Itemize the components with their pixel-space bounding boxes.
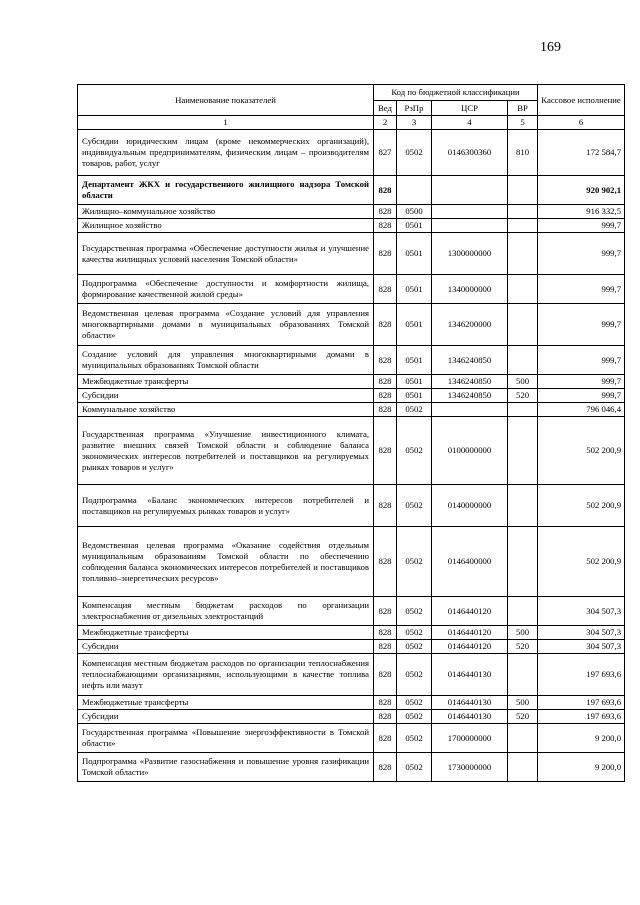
- table-cell-name: Межбюджетные трансферты: [78, 626, 374, 640]
- table-cell-amount: 502 200,9: [538, 527, 625, 597]
- table-cell-rzpr: 0502: [397, 597, 432, 626]
- table-row: [78, 654, 625, 696]
- table-cell-amount: 9 200,0: [538, 724, 625, 753]
- table-cell-amount: 9 200,0: [538, 753, 625, 782]
- table-cell-vr: 520: [508, 640, 538, 654]
- table-cell-rzpr: 0502: [397, 724, 432, 753]
- table-row: [78, 205, 625, 219]
- table-cell-rzpr: 0502: [397, 654, 432, 696]
- table-row: [78, 389, 625, 403]
- table-cell-rzpr: 0501: [397, 233, 432, 275]
- table-cell-amount: 197 693,6: [538, 654, 625, 696]
- col-number: 5: [508, 116, 538, 130]
- table-cell-vr: [508, 654, 538, 696]
- table-cell-rzpr: 0502: [397, 626, 432, 640]
- table-cell-rzpr: 0502: [397, 753, 432, 782]
- table-cell-vr: [508, 753, 538, 782]
- table-cell-ved: 828: [374, 696, 397, 710]
- table-cell-name: Коммунальное хозяйство: [78, 403, 374, 417]
- table-cell-amount: 502 200,9: [538, 485, 625, 527]
- table-cell-name: Подпрограмма «Обеспечение доступности и комфортности жилища, формирование качественной жилой среды»: [78, 275, 374, 304]
- table-cell-ved: 828: [374, 375, 397, 389]
- table-cell-csr: 1700000000: [432, 724, 508, 753]
- table-cell-csr: 0146440120: [432, 640, 508, 654]
- table-cell-ved: 828: [374, 275, 397, 304]
- header-ved: Вед: [374, 101, 397, 116]
- table-row: [78, 233, 625, 275]
- table-cell-csr: 0146440120: [432, 626, 508, 640]
- header-name: Наименование показателей: [78, 85, 374, 116]
- table-row: [78, 597, 625, 626]
- table-row: [78, 696, 625, 710]
- table-cell-name: Подпрограмма «Баланс экономических интересов потребителей и поставщиков на регулируемых рынках товаров и услуг»: [78, 485, 374, 527]
- table-cell-amount: 916 332,5: [538, 205, 625, 219]
- table-cell-amount: 197 693,6: [538, 710, 625, 724]
- table-cell-vr: [508, 205, 538, 219]
- table-row: [78, 403, 625, 417]
- table-cell-ved: 828: [374, 219, 397, 233]
- table-cell-amount: 502 200,9: [538, 417, 625, 485]
- table-cell-vr: 500: [508, 696, 538, 710]
- table-row: [78, 176, 625, 205]
- table-cell-csr: [432, 205, 508, 219]
- table-cell-rzpr: 0501: [397, 219, 432, 233]
- table-cell-amount: 304 507,3: [538, 597, 625, 626]
- table-row: [78, 640, 625, 654]
- header-rzpr: РзПр: [397, 101, 432, 116]
- table-cell-amount: 999,7: [538, 275, 625, 304]
- table-row: [78, 724, 625, 753]
- table-cell-rzpr: 0501: [397, 346, 432, 375]
- table-cell-rzpr: 0502: [397, 696, 432, 710]
- table-row: [78, 417, 625, 485]
- table-cell-name: Компенсация местным бюджетам расходов по организации электроснабжения от дизельных электростанций: [78, 597, 374, 626]
- table-cell-amount: 999,7: [538, 304, 625, 346]
- table-cell-rzpr: 0502: [397, 403, 432, 417]
- table-row: [78, 753, 625, 782]
- table-cell-csr: 0146400000: [432, 527, 508, 597]
- table-cell-vr: [508, 176, 538, 205]
- table-cell-amount: 796 046,4: [538, 403, 625, 417]
- table-cell-amount: 304 507,3: [538, 626, 625, 640]
- table-cell-name: Подпрограмма «Развитие газоснабжения и повышение уровня газификации Томской области»: [78, 753, 374, 782]
- header-cash: Кассовое исполнение: [538, 85, 625, 116]
- table-cell-amount: 197 693,6: [538, 696, 625, 710]
- table-row: [78, 375, 625, 389]
- table-cell-ved: 828: [374, 205, 397, 219]
- table-cell-name: Межбюджетные трансферты: [78, 375, 374, 389]
- table-cell-ved: 828: [374, 753, 397, 782]
- table-cell-vr: 500: [508, 626, 538, 640]
- table-cell-rzpr: 0502: [397, 417, 432, 485]
- table-cell-ved: 828: [374, 403, 397, 417]
- table-cell-ved: 828: [374, 346, 397, 375]
- table-cell-rzpr: 0501: [397, 275, 432, 304]
- table-cell-ved: 828: [374, 724, 397, 753]
- table-cell-vr: [508, 346, 538, 375]
- col-number: 6: [538, 116, 625, 130]
- table-cell-amount: 304 507,3: [538, 640, 625, 654]
- table-cell-name: Компенсация местным бюджетам расходов по организации теплоснабжения теплоснабжающими организациями, использующими в качестве топлива нефть или мазут: [78, 654, 374, 696]
- table-cell-name: Субсидии: [78, 389, 374, 403]
- table-cell-csr: [432, 219, 508, 233]
- table-cell-vr: 500: [508, 375, 538, 389]
- table-cell-csr: 0146300360: [432, 130, 508, 176]
- table-cell-csr: [432, 403, 508, 417]
- table-cell-csr: 1346240850: [432, 346, 508, 375]
- table-cell-ved: 828: [374, 640, 397, 654]
- table-cell-ved: 828: [374, 597, 397, 626]
- table-cell-rzpr: 0501: [397, 389, 432, 403]
- table-row: [78, 130, 625, 176]
- table-cell-csr: 0146440130: [432, 654, 508, 696]
- table-cell-csr: 0146440120: [432, 597, 508, 626]
- table-cell-rzpr: 0502: [397, 485, 432, 527]
- table-cell-vr: 520: [508, 710, 538, 724]
- table-cell-ved: 828: [374, 527, 397, 597]
- table-cell-rzpr: 0502: [397, 130, 432, 176]
- header-vr: ВР: [508, 101, 538, 116]
- table-cell-rzpr: 0502: [397, 527, 432, 597]
- table-row: [78, 626, 625, 640]
- table-cell-csr: 1730000000: [432, 753, 508, 782]
- table-cell-csr: 1346240850: [432, 389, 508, 403]
- table-cell-csr: 1346240850: [432, 375, 508, 389]
- table-cell-csr: 1340000000: [432, 275, 508, 304]
- table-cell-vr: [508, 219, 538, 233]
- table-cell-rzpr: 0502: [397, 640, 432, 654]
- table-cell-amount: 999,7: [538, 219, 625, 233]
- table-row: [78, 485, 625, 527]
- table-cell-vr: [508, 724, 538, 753]
- col-number: 2: [374, 116, 397, 130]
- table-cell-vr: [508, 485, 538, 527]
- table-cell-ved: 828: [374, 417, 397, 485]
- table-cell-name: Государственная программа «Улучшение инвестиционного климата, развитие внешних связей Томской области и соблюдение баланса экономических интересов потребителей и поставщиков на регулируемых рынках товаров и услуг»: [78, 417, 374, 485]
- table-cell-name: Субсидии юридическим лицам (кроме некоммерческих организаций), индивидуальным предпринимателям, физическим лицам – производителям товаров, работ, услуг: [78, 130, 374, 176]
- table-cell-ved: 828: [374, 304, 397, 346]
- page-number: 169: [540, 40, 561, 55]
- table-row: [78, 710, 625, 724]
- col-number: 4: [432, 116, 508, 130]
- col-number: 3: [397, 116, 432, 130]
- table-cell-rzpr: [397, 176, 432, 205]
- table-cell-csr: 0100000000: [432, 417, 508, 485]
- table-row: [78, 346, 625, 375]
- table-cell-ved: 828: [374, 485, 397, 527]
- table-cell-vr: [508, 417, 538, 485]
- table-cell-amount: 999,7: [538, 389, 625, 403]
- budget-table: [77, 84, 625, 782]
- table-cell-rzpr: 0502: [397, 710, 432, 724]
- table-row: [78, 219, 625, 233]
- table-cell-csr: 0140000000: [432, 485, 508, 527]
- table-cell-csr: 1346200000: [432, 304, 508, 346]
- table-cell-ved: 828: [374, 710, 397, 724]
- table-cell-rzpr: 0500: [397, 205, 432, 219]
- table-cell-amount: 999,7: [538, 375, 625, 389]
- table-cell-vr: [508, 233, 538, 275]
- numbering-row: [78, 116, 625, 130]
- table-cell-name: Субсидии: [78, 710, 374, 724]
- table-cell-amount: 999,7: [538, 233, 625, 275]
- table-cell-vr: 520: [508, 389, 538, 403]
- table-cell-name: Жилищное хозяйство: [78, 219, 374, 233]
- table-cell-name: Межбюджетные трансферты: [78, 696, 374, 710]
- table-cell-csr: 0146440130: [432, 696, 508, 710]
- table-cell-ved: 828: [374, 176, 397, 205]
- table-cell-ved: 828: [374, 626, 397, 640]
- col-number: 1: [78, 116, 374, 130]
- table-cell-amount: 999,7: [538, 346, 625, 375]
- table-cell-vr: 810: [508, 130, 538, 176]
- table-cell-vr: [508, 597, 538, 626]
- table-cell-name: Ведомственная целевая программа «Создание условий для управления многоквартирными домами в муниципальных образованиях Томской области»: [78, 304, 374, 346]
- table-cell-amount: 172 584,7: [538, 130, 625, 176]
- table-cell-name: Ведомственная целевая программа «Оказание содействия отдельным муниципальным образованиям Томской области по обеспечению соблюдения баланса экономических интересов потребителей и поставщиков топливно–энергетических ресурсов»: [78, 527, 374, 597]
- table-cell-name: Департамент ЖКХ и государственного жилищного надзора Томской области: [78, 176, 374, 205]
- table-cell-vr: [508, 304, 538, 346]
- table-row: [78, 304, 625, 346]
- table-cell-rzpr: 0501: [397, 375, 432, 389]
- table-cell-ved: 828: [374, 389, 397, 403]
- table-cell-vr: [508, 527, 538, 597]
- header-code-group: Код по бюджетной классификации: [374, 85, 538, 101]
- table-cell-name: Создание условий для управления многоквартирными домами в муниципальных образованиях Томской области: [78, 346, 374, 375]
- table-cell-ved: 828: [374, 233, 397, 275]
- table-row: [78, 275, 625, 304]
- table-cell-csr: 0146440130: [432, 710, 508, 724]
- table-cell-vr: [508, 275, 538, 304]
- table-cell-name: Жилищно–коммунальное хозяйство: [78, 205, 374, 219]
- table-cell-ved: 827: [374, 130, 397, 176]
- table-cell-amount: 920 902,1: [538, 176, 625, 205]
- table-cell-vr: [508, 403, 538, 417]
- table-cell-rzpr: 0501: [397, 304, 432, 346]
- header-csr: ЦСР: [432, 101, 508, 116]
- table-cell-csr: 1300000000: [432, 233, 508, 275]
- table-cell-name: Субсидии: [78, 640, 374, 654]
- table-cell-name: Государственная программа «Повышение энергоэффективности в Томской области»: [78, 724, 374, 753]
- table-cell-ved: 828: [374, 654, 397, 696]
- table-row: [78, 527, 625, 597]
- table-cell-csr: [432, 176, 508, 205]
- table-cell-name: Государственная программа «Обеспечение доступности жилья и улучшение качества жилищных условий населения Томской области»: [78, 233, 374, 275]
- header-row: [78, 85, 625, 101]
